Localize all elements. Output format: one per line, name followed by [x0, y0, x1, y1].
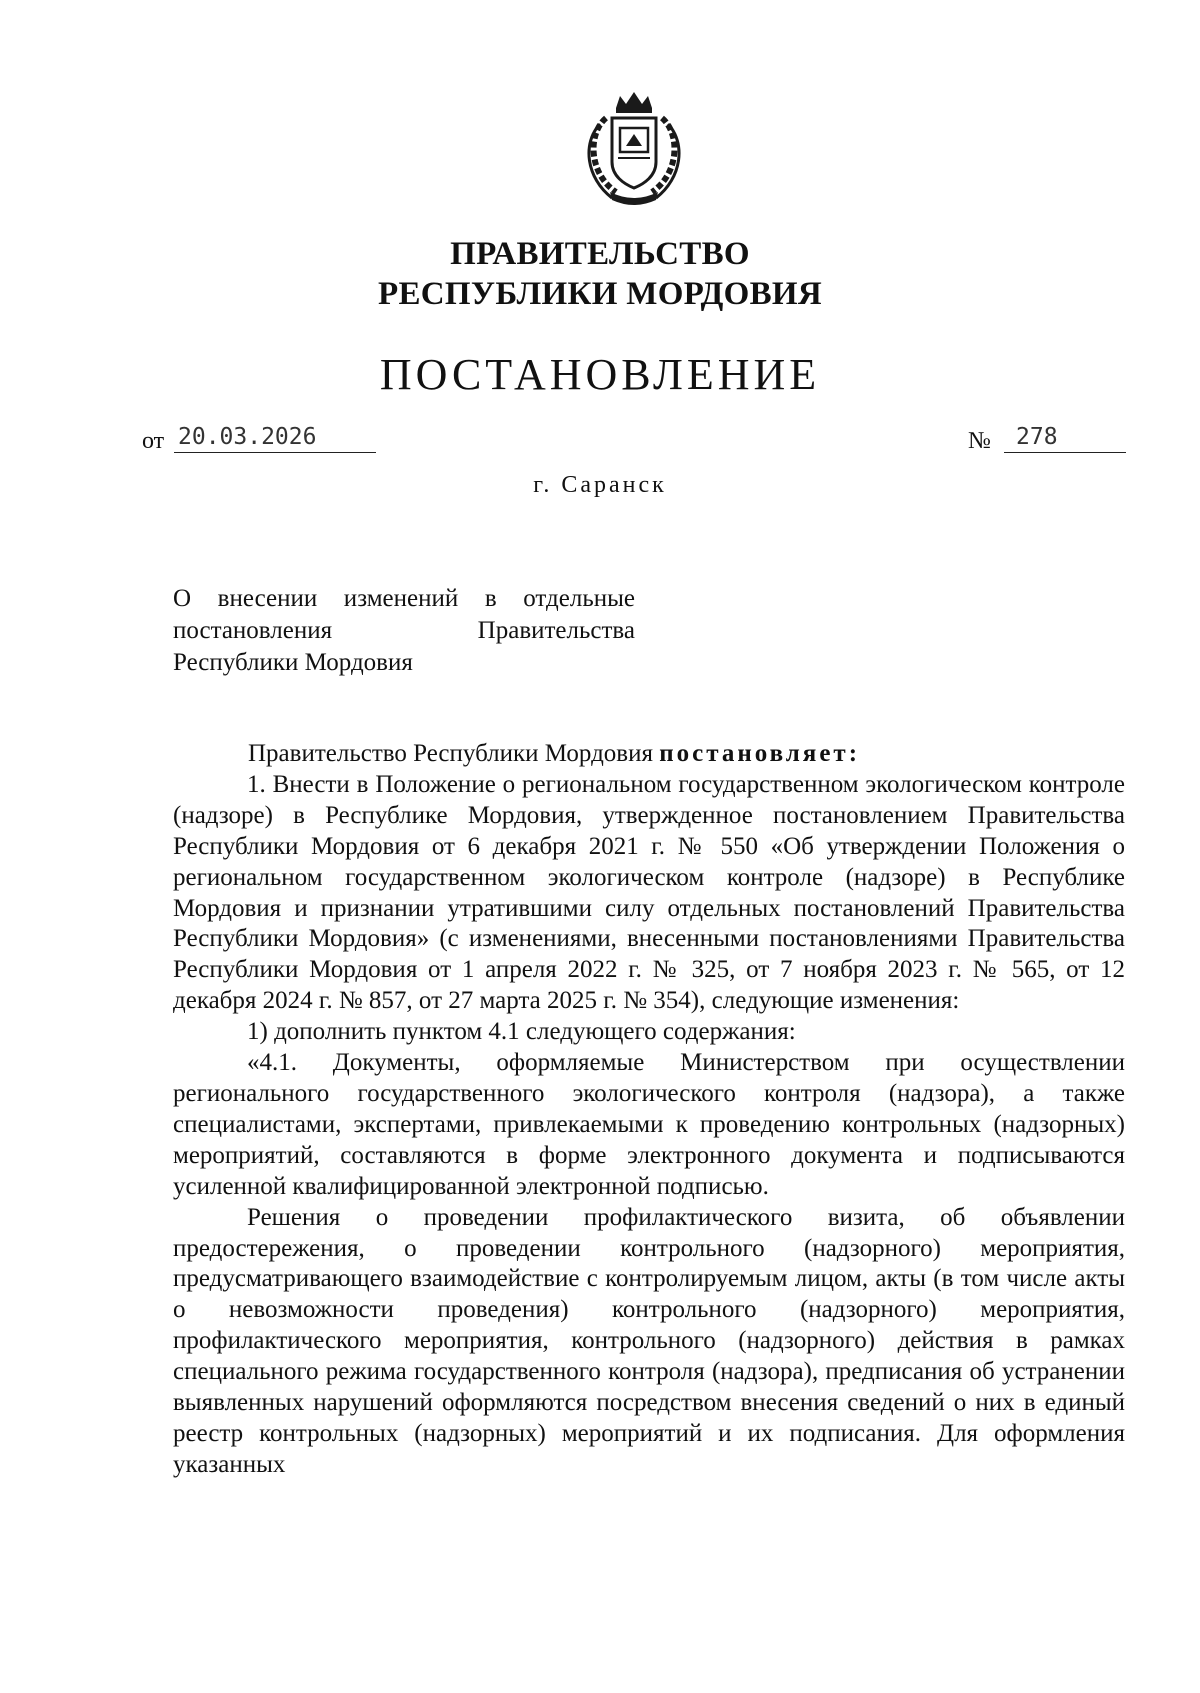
date-prefix: от [142, 428, 165, 454]
preamble-text: Правительство Республики Мордовия [248, 740, 653, 767]
city: г. Саранск [533, 472, 667, 498]
body-paragraph: «4.1. Документы, оформляемые Министерством при осуществлении регионального государственного экологического контроля (надзора), а также специалистами, экспертами, привлекаемыми к проведению контрольных (надзорных) мероприятий, составляются в форме электронного документа и подписываются усиленной квалифицированной электронной подписью. [173, 1049, 1125, 1200]
date-number-row [142, 422, 1142, 462]
body-paragraph: Решения о проведении профилактического визита, об объявлении предостережения, о проведении контрольного (надзорного) мероприятия, предусматривающего взаимодействие с контролируемым лицом, акты (в том числе акты о невозможности проведения) контрольного (надзорного) мероприятия, профилактического мероприятия, контрольного (надзорного) действия в рамках специального режима государственного контроля (надзора), предписания об устранении выявленных нарушений оформляются посредством внесения сведений о них в единый реестр контрольных (надзорных) мероприятий и их подписания. Для оформления указанных [173, 1203, 1125, 1478]
document-subject [173, 583, 635, 679]
document-type: ПОСТАНОВЛЕНИЕ [379, 350, 821, 399]
government-title-line1: ПРАВИТЕЛЬСТВО [450, 236, 750, 272]
government-title-line2: РЕСПУБЛИКИ МОРДОВИЯ [377, 276, 822, 312]
body-paragraph: 1) дополнить пунктом 4.1 следующего содержания: [247, 1018, 796, 1046]
document-date: 20.03.2026 [174, 422, 376, 453]
document-body [173, 739, 1125, 1481]
preamble-verb: постановляет: [659, 740, 861, 767]
body-paragraph: 1. Внести в Положение о региональном государственном экологическом контроле (надзоре) в Республике Мордовия, утвержденное постановлением Правительства Республики Мордовия от 6 декабря 2021 г. № 550 «Об утверждении Положения о региональном государственном экологическом контроле (надзоре) в Республике Мордовия и признании утратившими силу отдельных постановлений Правительства Республики Мордовия» (с изменениями, внесенными постановлениями Правительства Республики Мордовия от 1 апреля 2022 г. № 325, от 7 ноября 2023 г. № 565, от 12 декабря 2024 г. № 857, от 27 марта 2025 г. № 354), следующие изменения: [173, 770, 1125, 1015]
subject-line: Республики Мордовия [173, 649, 413, 676]
coat-of-arms-icon [576, 88, 692, 208]
subject-line: О внесении изменений в отдельные [173, 585, 635, 612]
preamble-paragraph [173, 739, 1125, 770]
document-number: 278 [1004, 422, 1126, 453]
number-prefix: № [968, 428, 991, 454]
subject-line: постановления Правительства [173, 617, 635, 644]
